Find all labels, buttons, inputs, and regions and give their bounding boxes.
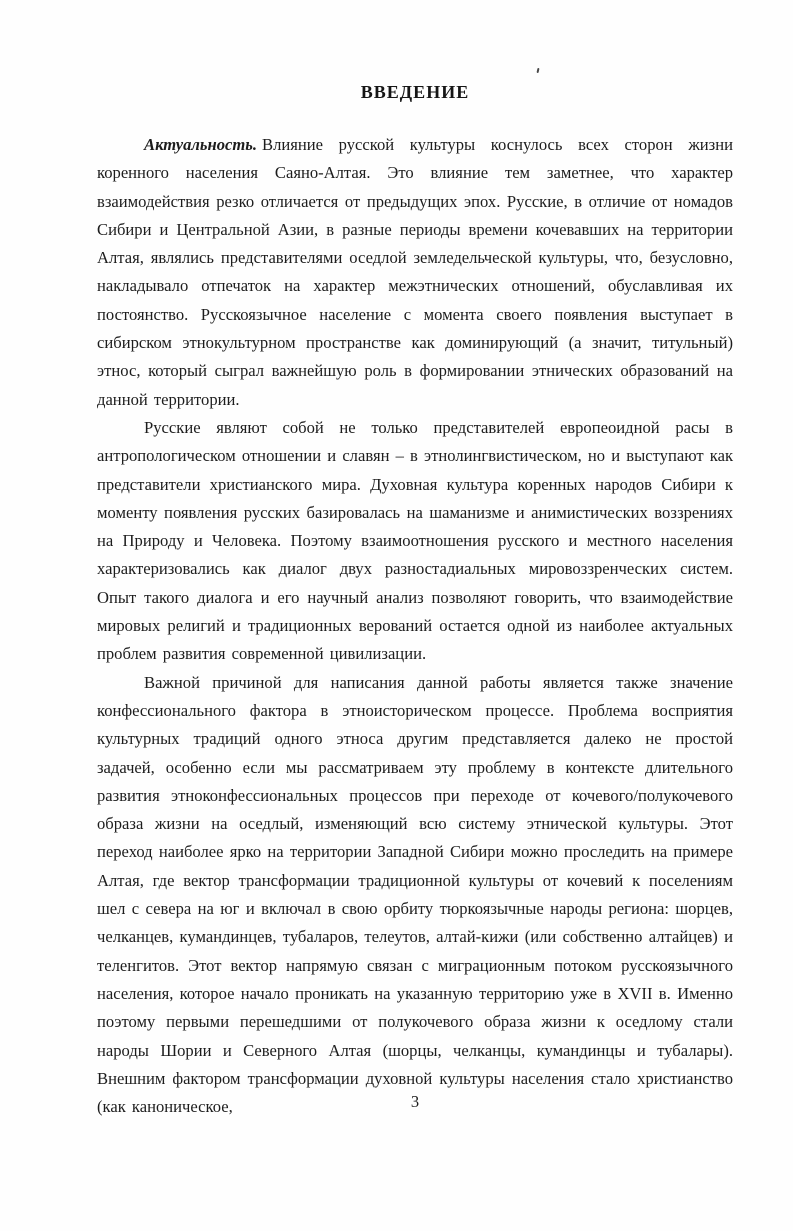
page-number: 3 — [410, 1092, 420, 1111]
paragraph — [97, 669, 733, 1122]
document-body — [97, 131, 733, 1121]
scan-artifact-speck — [537, 68, 540, 73]
paragraph-text: Влияние русской культуры коснулось всех сторон жизни коренного населения Саяно-Алтая. Это влияние тем заметнее, что характер взаимодействия резко отличается от предыдущих эпох. Русские, в отличие от номадов Сибири и Центральной Азии, в разные периоды времени кочевавших на территории Алтая, являлись представителями оседлой земледельческой культуры, что, безусловно, накладывало отпечаток на характер межэтнических отношений, обуславливая их постоянство. Русскоязычное население с момента своего появления выступает в сибирском этнокультурном пространстве как доминирующий (а значит, титульный) этнос, который сыграл важнейшую роль в формировании этнических образований на данной территории. — [97, 135, 733, 409]
paragraph — [97, 414, 733, 669]
paragraph-text: Важной причиной для написания данной работы является также значение конфессионального фактора в этноисторическом процессе. Проблема восприятия культурных традиций одного этноса другим представляется далеко не простой задачей, особенно если мы рассматриваем эту проблему в контексте длительного развития этноконфессиональных процессов при переходе от кочевого/полукочевого образа жизни на оседлый, изменяющий всю систему этнической культуры. Этот переход наиболее ярко на территории Западной Сибири можно проследить на примере Алтая, где вектор трансформации традиционной культуры от кочевий к поселениям шел с севера на юг и включал в свою орбиту тюркоязычные народы региона: шорцев, челканцев, кумандинцев, тубаларов, телеутов, алтай-кижи (или собственно алтайцев) и теленгитов. Этот вектор напрямую связан с миграционным потоком русскоязычного населения, которое начало проникать на указанную территорию уже в XVII в. Именно поэтому первыми перешедшими от полукочевого образа жизни к оседлому стали народы Шории и Северного Алтая (шорцы, челканцы, кумандинцы и тубалары). Внешним фактором трансформации духовной культуры населения стало христианство (как каноническое, — [97, 672, 733, 1117]
paragraph-aktualnost — [97, 131, 733, 414]
paragraph-text: Русские являют собой не только представителей европеоидной расы в антропологическом отношении и славян – в этнолингвистическом, но и выступают как представители христианского мира. Духовная культура коренных народов Сибири к моменту появления русских базировалась на шаманизме и анимистических воззрениях на Природу и Человека. Поэтому взаимоотношения русского и местного населения характеризовались как диалог двух разностадиальных мировоззренческих систем. Опыт такого диалога и его научный анализ позволяют говорить, что взаимодействие мировых религий и традиционных верований остается одной из наиболее актуальных проблем развития современной цивилизации. — [97, 417, 734, 664]
page-title: ВВЕДЕНИЕ — [360, 82, 470, 103]
paragraph-lead-word: Актуальность. — [144, 135, 258, 154]
